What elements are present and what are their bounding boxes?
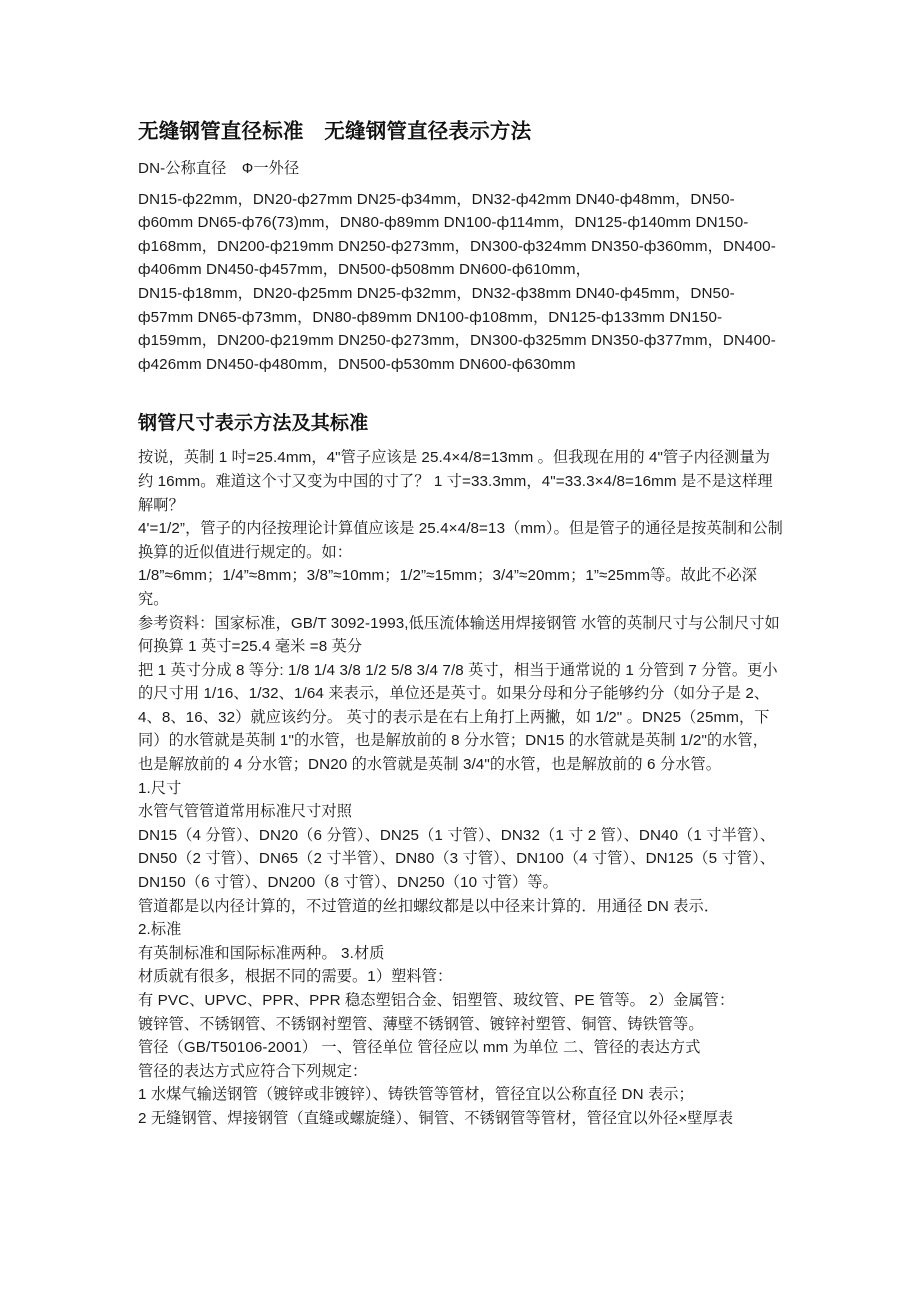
section-heading-pipe-size: 钢管尺寸表示方法及其标准 bbox=[138, 413, 369, 435]
list-label-size: 1.尺寸 bbox=[138, 779, 182, 797]
size-comparison-table-line: DN15（4 分管）、DN20（6 分管）、DN25（1 寸管）、DN32（1 寸 2 管）、DN40（1 寸半管）、DN50（2 寸管）、DN65（2 寸半管）、DN80（3 寸管）、DN100（4 寸管）、DN125（5 寸管）、DN150（6 寸管）、DN200（8 寸管）、DN250（10 寸管）等。 bbox=[138, 826, 776, 892]
material-metal-line: 镀锌管、不锈钢管、不锈钢衬塑管、薄壁不锈钢管、镀锌衬塑管、铜管、铸铁管等。 bbox=[138, 1015, 704, 1033]
material-intro-line: 材质就有很多，根据不同的需要。1）塑料管： bbox=[138, 968, 453, 986]
list-label-standard: 2.标准 bbox=[138, 921, 182, 939]
material-plastic-line: 有 PVC、UPVC、PPR、PPR 稳态塑铝合金、铝塑管、玻纹管、PE 管等。 2）金属管： bbox=[138, 992, 735, 1009]
pipe-bore-calculation-note: 管道都是以内径计算的，不过管道的丝扣螺纹都是以中径来计算的．用通径 DN 表示． bbox=[138, 897, 720, 915]
legend-line: DN-公称直径 Ф一外径 bbox=[138, 160, 300, 177]
spacer bbox=[138, 376, 783, 410]
diameter-rule-item-1: 1 水煤气输送钢管（镀锌或非镀锌）、铸铁管等管材，管径宜以公称直径 DN 表示； bbox=[138, 1086, 694, 1104]
diameter-standard-line: 管径（GB/T50106-2001） 一、管径单位 管径应以 mm 为单位 二、管径的表达方式 bbox=[138, 1039, 701, 1057]
paragraph-inch-conversion: 按说，英制 1 吋=25.4mm，4"管子应该是 25.4×4/8=13mm 。但我现在用的 4"管子内径测量为约 16mm。难道这个寸又变为中国的寸了？ 1 寸=33.3mm，4"=33.3×4/8=16mm 是不是这样理解啊？ bbox=[138, 449, 773, 514]
spacer bbox=[138, 181, 783, 188]
list-desc-standard: 有英制标准和国际标准两种。 3.材质 bbox=[138, 944, 385, 962]
paragraph-reference-standard: 参考资料：国家标准，GB/T 3092-1993,低压流体输送用焊接钢管 水管的英制尺寸与公制尺寸如何换算 1 英寸=25.4 毫米 =8 英分 bbox=[138, 614, 780, 656]
diameter-rule-intro: 管径的表达方式应符合下列规定： bbox=[138, 1062, 368, 1080]
outer-diameter-series-b: DN15-ф18mm，DN20-ф25mm DN25-ф32mm，DN32-ф38mm DN40-ф45mm，DN50-ф57mm DN65-ф73mm，DN80-ф89mm DN100-ф108mm，DN125-ф133mm DN150-ф159mm，DN200-ф219mm DN250-ф273mm，DN300-ф325mm DN350-ф377mm，DN400-ф426mm DN450-ф480mm，DN500-ф530mm DN600-ф630mm bbox=[138, 284, 776, 373]
diameter-rule-item-2: 2 无缝钢管、焊接钢管（直缝或螺旋缝）、铜管、不锈钢管等管材，管径宜以外径×壁厚表 bbox=[138, 1109, 734, 1127]
paragraph-approx-table: 1/8”≈6mm；1/4”≈8mm；3/8”≈10mm；1/2”≈15mm；3/4”≈20mm；1”≈25mm等。故此不必深究。 bbox=[138, 567, 758, 608]
outer-diameter-series-a: DN15-ф22mm，DN20-ф27mm DN25-ф34mm，DN32-ф42mm DN40-ф48mm，DN50-ф60mm DN65-ф76(73)mm，DN80-ф89mm DN100-ф114mm，DN125-ф140mm DN150-ф168mm，DN200-ф219mm DN250-ф273mm，DN300-ф324mm DN350-ф360mm，DN400-ф406mm DN450-ф457mm，DN500-ф508mm DN600-ф610mm， bbox=[138, 190, 776, 279]
page-title: 无缝钢管直径标准 无缝钢管直径表示方法 bbox=[138, 120, 532, 143]
list-desc-size: 水管气管管道常用标准尺寸对照 bbox=[138, 803, 353, 821]
paragraph-inch-fractions: 把 1 英寸分成 8 等分: 1/8 1/4 3/8 1/2 5/8 3/4 7/8 英寸，相当于通常说的 1 分管到 7 分管。更小的尺寸用 1/16、1/32、1/64 来表示，单位还是英寸。如果分母和分子能够约分（如分子是 2、4、8、16、32）就应该约分。 英寸的表示是在右上角打上两撇，如 1/2" 。DN25（25mm，下同）的水管就是英制 1"的水管，也是解放前的 8 分水管；DN15 的水管就是英制 1/2"的水管，也是解放前的 4 分水管；DN20 的水管就是英制 3/4"的水管，也是解放前的 6 分水管。 bbox=[138, 661, 778, 774]
document-content-column bbox=[138, 118, 783, 1131]
paragraph-theoretical-bore: 4'=1/2”，管子的内径按理论计算值应该是 25.4×4/8=13（mm）。但是管子的通径是按英制和公制换算的近似值进行规定的。如： bbox=[138, 520, 783, 561]
